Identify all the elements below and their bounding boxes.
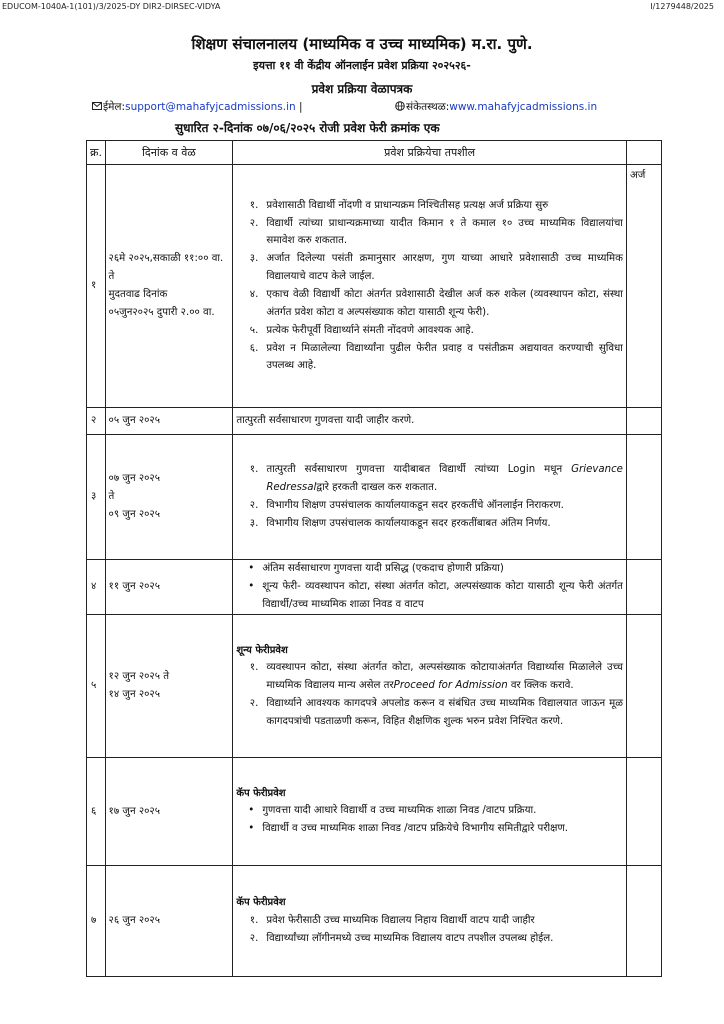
revision-heading: सुधारित २-दिनांक ०७/०६/२०२५ रोजी प्रवेश फेरी क्रमांक एक [175,121,440,135]
date-line: ११ जुन २०२५ [108,581,161,593]
row-date [105,560,233,615]
list-item [236,340,623,376]
item-number: १. [249,199,259,211]
document-reference: EDUCOM-1040A-1(101)/3/2025-DY DIR2-DIRSEC-VIDYA [2,2,221,11]
section-title: कॅप फेरीप्रवेश [236,787,286,799]
email-link[interactable]: support@mahafyjcadmissions.in [125,101,296,113]
item-text [266,659,623,695]
item-text: विद्यार्थी त्यांच्या प्राधान्यक्रमाच्या यादीत किमान १ ते कमाल १० उच्च माध्यमिक विद्यालयांचा समावेश करु शकतात. [266,217,623,247]
date-line: २६ जुन २०२५ [108,915,161,927]
date-line: ०७ जुन २०२५ [108,473,161,485]
item-text: अंतिम सर्वसाधारण गुणवत्ता यादी प्रसिद्ध (एकदाच होणारी प्रक्रिया) [262,563,504,575]
numbered-list [236,912,623,948]
list-item [236,912,623,930]
item-number: ३. [249,517,259,529]
schedule-table [86,140,662,977]
website-contact [395,100,597,114]
row-date [105,408,233,435]
item-text: विद्यार्थ्याने आवश्यक कागदपत्रे अपलोड करून व संबंधित उच्च माध्यमिक विद्यालयात जाऊन मूळ कागदपत्रांची पडताळणी करून, विहित शैक्षणिक शुल्क भरुन प्रवेश निश्चित करणे. [266,697,623,727]
item-text: प्रवेशासाठी विद्यार्थी नोंदणी व प्राधान्यक्रम निश्चितीसह प्रत्यक्ष अर्ज प्रक्रिया सुरु [266,199,549,211]
row-serial: २ [87,408,106,435]
inward-number: I/1279448/2025 [650,2,714,11]
item-number: ५. [249,324,259,336]
list-item [236,820,623,838]
bullet-list [236,802,623,838]
date-line: मुदतवाढ दिनांक [108,289,168,300]
list-item [236,659,623,695]
list-item [236,930,623,948]
row-extra [626,866,661,977]
col-date-header: दिनांक व वेळ [105,141,233,165]
list-item [236,197,623,215]
list-item [236,560,623,578]
item-number: १. [249,662,259,674]
bullet-icon: • [248,823,255,835]
row-extra [626,408,661,435]
item-text: विभागीय शिक्षण उपसंचालक कार्यालयाकडून सदर हरकतींचे ऑनलाईन निराकरण. [266,500,564,511]
date-line: ०५ जुन २०२५ [108,415,161,427]
numbered-list [236,197,623,375]
date-line: २६मे २०२५,सकाळी ११:०० वा. [108,253,224,265]
list-item [236,461,623,497]
numbered-list [236,461,623,532]
item-text: प्रवेश न मिळालेल्या विद्यार्थ्यांना पुढील फेरीत प्रवाह व पसंतीक्रम अद्ययावत करण्याची सुविधा उपलब्ध आहे. [266,342,623,372]
section-title: शून्य फेरीप्रवेश [236,644,288,656]
row-extra [626,615,661,758]
item-number: ४. [249,289,259,300]
text-part: द्वारे हरकती दाखल करु शकतात. [316,482,438,494]
row-date [105,165,233,408]
numbered-list [236,659,623,730]
date-line: ०५जुन२०२५ दुपारी २.०० वा. [108,306,215,318]
date-line: ते [108,271,115,283]
italic-term: Proceed for Admission [393,679,508,691]
row-details [233,408,627,435]
date-line: १४ जुन २०२५ [108,689,161,700]
website-label: संकेतस्थळ: [406,101,450,113]
list-item [236,215,623,251]
email-contact [92,100,303,114]
text-part: तात्पुरती सर्वसाधारण गुणवत्ता यादीबाबत विद्यार्थी त्यांच्या Login मधून [266,464,572,476]
row-extra [626,758,661,866]
item-number: ३. [249,253,259,265]
item-text: विद्यार्थ्यांच्या लॉगीनमध्ये उच्च माध्यमिक विद्यालय वाटप तपशील उपलब्ध होईल. [266,932,554,944]
row-serial: ४ [87,560,106,615]
item-text: प्रत्येक फेरीपूर्वी विद्यार्थ्याने संमती नोंदवणे आवश्यक आहे. [266,324,474,336]
row-details [233,435,627,560]
row-serial: ५ [87,615,106,758]
item-number: २. [249,500,259,511]
row-serial: ६ [87,758,106,866]
website-link[interactable]: www.mahafyjcadmissions.in [449,101,598,113]
date-line: १७ जुन २०२५ [108,805,161,817]
row-date [105,615,233,758]
row-serial: ३ [87,435,106,560]
row-date [105,866,233,977]
item-text: एकाच वेळी विद्यार्थी कोटा अंतर्गत प्रवेशासाठी देखील अर्ज करु शकेल (व्यवस्थापन कोटा, संस्था अंतर्गत प्रवेश कोटा व अल्पसंख्याक कोटा यासाठी शून्य फेरी). [266,289,623,318]
section-title: कॅप फेरीप्रवेश [236,897,286,909]
list-item [236,286,623,322]
table-header-row [87,141,662,165]
text-part: व्यवस्थापन कोटा, संस्था अंतर्गत कोटा, अल्पसंख्याक कोटायाअंतर्गत विद्यार्थ्यास मिळालेले उच्च माध्यमिक विद्यालय मान्य असेल तर [266,662,623,691]
schedule-title: प्रवेश प्रक्रिया वेळापत्रक [311,82,413,96]
detail-text: तात्पुरती सर्वसाधारण गुणवत्ता यादी जाहीर करणे. [236,415,415,427]
row-extra: अर्ज [626,165,661,408]
item-text [266,461,623,497]
row-date [105,758,233,866]
date-line: १२ जुन २०२५ ते [108,671,170,683]
row-extra [626,435,661,560]
item-text: अर्जात दिलेल्या पसंती क्रमानुसार आरक्षण, गुण याच्या आधारे प्रवेशासाठी उच्च माध्यमिक विद्यालयाचे वाटप केले जाईल. [266,253,623,283]
table-row [87,165,662,408]
text-part: वर क्लिक करावे. [507,679,574,691]
table-row [87,615,662,758]
list-item [236,578,623,614]
row-details [233,866,627,977]
table-row [87,560,662,615]
item-number: १. [249,464,259,476]
item-text: शून्य फेरी- व्यवस्थापन कोटा, संस्था अंतर्गत कोटा, अल्पसंख्याक कोटा यासाठी शून्य फेरी अंतर्गत विद्यार्थी/उच्च माध्यमिक शाळा निवड व वाटप [262,581,623,610]
item-number: १. [249,914,259,926]
list-item [236,515,623,533]
list-item [236,322,623,340]
item-text: गुणवत्ता यादी आधारे विद्यार्थी व उच्च माध्यमिक शाळा निवड /वाटप प्रक्रिया. [262,805,537,817]
email-separator: | [298,101,303,113]
date-line: ०९ जुन २०२५ [108,508,161,520]
item-number: २. [249,697,259,709]
page-title: शिक्षण संचालनालय (माध्यमिक व उच्च माध्यमिक) म.रा. पुणे. [191,35,533,53]
list-item [236,250,623,286]
bullet-icon: • [248,581,255,593]
bullet-list [236,560,623,614]
item-text: विद्यार्थी व उच्च माध्यमिक शाळा निवड /वाटप प्रक्रियेचे विभागीय समितीद्वारे परीक्षण. [262,823,569,835]
globe-icon [395,101,405,111]
italic-term: Grievance Redressal [266,464,623,494]
date-line: ते [108,491,115,503]
table-row [87,866,662,977]
row-serial: १ [87,165,106,408]
item-number: ६. [249,342,259,354]
bullet-icon: • [248,805,255,817]
bullet-icon: • [248,563,255,575]
list-item [236,497,623,515]
item-number: २. [249,217,259,229]
row-serial: ७ [87,866,106,977]
table-row [87,435,662,560]
email-label: ईमेल: [103,101,126,113]
col-detail-header: प्रवेश प्रक्रियेचा तपशील [233,141,627,165]
item-text: विभागीय शिक्षण उपसंचालक कार्यालयाकडून सदर हरकतींबाबत अंतिम निर्णय. [266,517,551,529]
row-details [233,560,627,615]
list-item [236,802,623,820]
col-extra-header [626,141,661,165]
table-row [87,758,662,866]
envelope-icon [92,101,102,111]
item-number: २. [249,932,259,944]
table-row [87,408,662,435]
item-text: प्रवेश फेरीसाठी उच्च माध्यमिक विद्यालय निहाय विद्यार्थी वाटप यादी जाहीर [266,914,535,926]
row-date [105,435,233,560]
row-details [233,165,627,408]
row-details [233,758,627,866]
list-item [236,695,623,731]
page-subtitle: इयत्ता ११ वी केंद्रीय ऑनलाईन प्रवेश प्रक्रिया २०२५२६- [253,59,471,72]
col-serial-header: क्र. [87,141,106,165]
row-extra [626,560,661,615]
row-details [233,615,627,758]
